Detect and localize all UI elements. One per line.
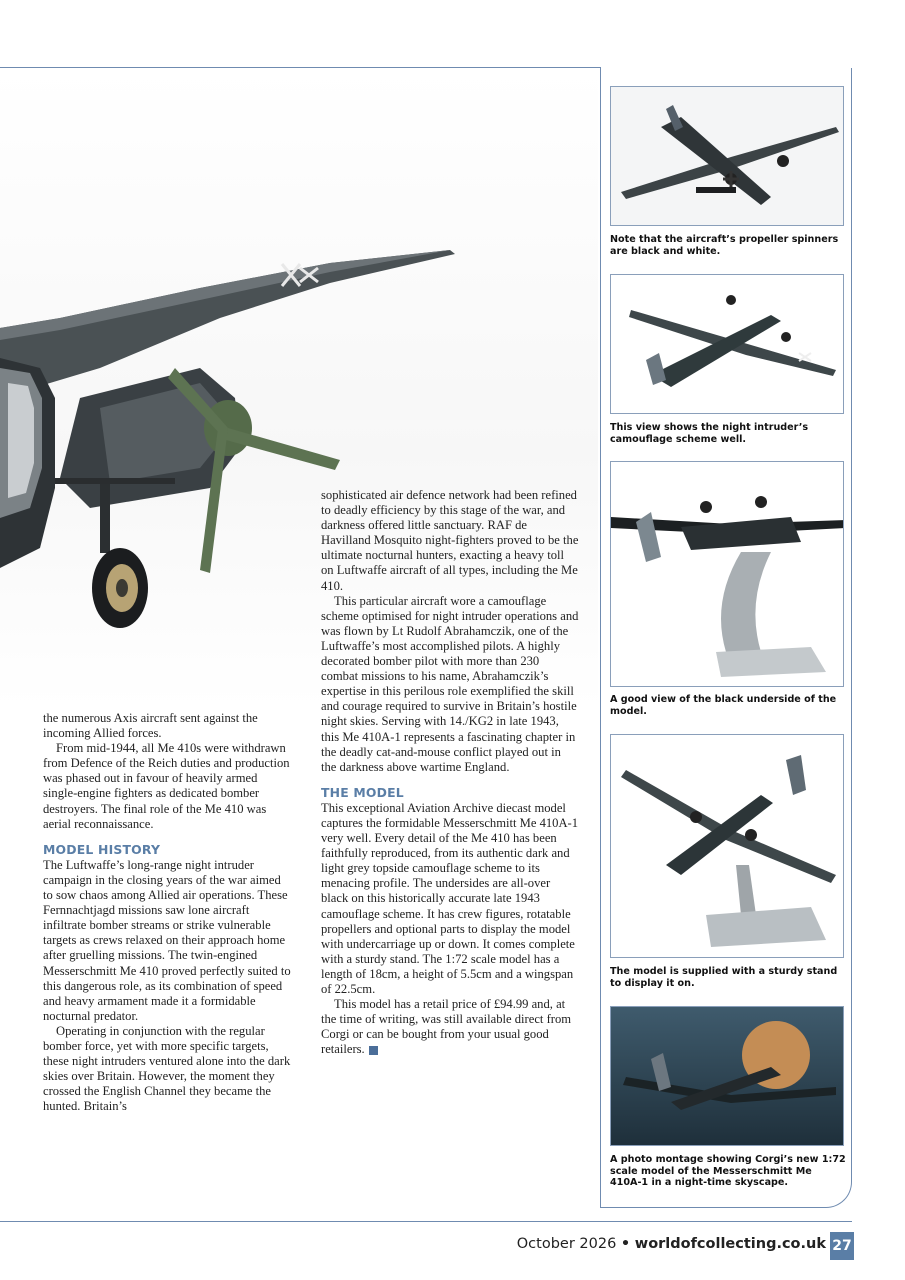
section-heading-model-history: MODEL HISTORY [43,841,161,857]
body-paragraph: Operating in conjunction with the regular bomber force, yet with more specific targets, these night intruders ventured alone into the dark skies over Britain. However, the moment they crossed the English Channel they became the hunted. Britain’s [43,1023,291,1114]
photo-caption: A photo montage showing Corgi’s new 1:72 scale model of the Messerschmitt Me 410A-1 in a night-time skyscape. [610,1154,846,1189]
body-paragraph: From mid-1944, all Me 410s were withdrawn from Defence of the Reich duties and production was phased out in favour of heavily armed single-engine fighters as dedicated bomber destroyers. The final role of the Me 410 was aerial reconnaissance. [43,741,290,831]
footer-website: worldofcollecting.co.uk [634,1236,826,1252]
photo-caption: A good view of the black underside of the model. [610,694,837,717]
body-paragraph [321,997,579,1057]
photo-caption: The model is supplied with a sturdy stand to display it on. [610,966,838,989]
photo-aircraft-camouflage-view [610,274,844,414]
photo-aircraft-on-stand-underside [610,461,844,687]
photo-aircraft-top-view [610,86,844,226]
article-column-1 [43,711,293,1114]
body-paragraph: The Luftwaffe’s long-range night intruder campaign in the closing years of the war aimed to sow chaos among Allied air operations. These Fernnachtjagd missions saw lone aircraft infiltrate bomber streams or strike vulnerable targets as crews relaxed on their approach home after gruelling missions. The twin-engined Messerschmitt Me 410 proved perfectly suited to this dangerous role, as its combination of speed and heavy armament made it a formidable nocturnal predator. [43,857,291,1023]
body-paragraph: sophisticated air defence network had been refined to deadly efficiency by this stage of the war, and darkness offered little sanctuary. RAF de Havilland Mosquito night-fighters proved to be the ultimate nocturnal hunters, exacting a heavy toll on Luftwaffe aircraft of all types, including the Me 410. [321,488,579,593]
end-mark-icon [369,1046,378,1055]
closing-paragraph-text: This model has a retail price of £94.99 and, at the time of writing, was still available direct from Corgi or can be bought from your usual good retailers. [321,997,572,1057]
body-paragraph: This exceptional Aviation Archive diecast model captures the formidable Messerschmitt Me 410A-1 very well. Every detail of the Me 410 has been faithfully reproduced, from its authentic dark and light grey topside camouflage scheme to its menacing profile. The undersides are all-over black on this historically accurate late 1943 camouflage scheme. It has crew figures, rotatable propellers and optional parts to display the model with undercarriage up or down. It comes complete with a sturdy stand. The 1:72 scale model has a length of 18cm, a height of 5.5cm and a wingspan of 22.5cm. [321,800,579,996]
photo-caption: This view shows the night intruder’s camouflage scheme well. [610,422,809,445]
body-paragraph: This particular aircraft wore a camouflage scheme optimised for night intruder operations and was flown by Lt Rudolf Abrahamczik, one of the Luftwaffe’s most accomplished pilots. A highly decorated bomber pilot with more than 230 combat missions to his name, Abrahamczik’s expertise in this perilous role exemplified the skill and courage required to survive in Britain’s hostile night skies. Serving with 14./KG2 in late 1943, this Me 410A-1 represents a fascinating chapter in the deadly cat-and-mouse conflict played out in the darkness above wartime England. [321,593,579,774]
footer-date: October 2026 [516,1236,617,1252]
page-number: 27 [830,1232,854,1260]
article-column-2 [321,488,579,1057]
body-paragraph: the numerous Axis aircraft sent against the incoming Allied forces. [43,711,258,741]
photo-aircraft-with-stand [610,734,844,958]
photo-montage-night-sky [610,1006,844,1146]
footer-separator: • [620,1236,631,1252]
page-footer [517,1236,826,1252]
photo-sidebar [600,68,852,1208]
footer-rule [0,1221,852,1222]
photo-caption: Note that the aircraft’s propeller spinners are black and white. [610,234,839,257]
section-heading-the-model: THE MODEL [321,784,404,800]
